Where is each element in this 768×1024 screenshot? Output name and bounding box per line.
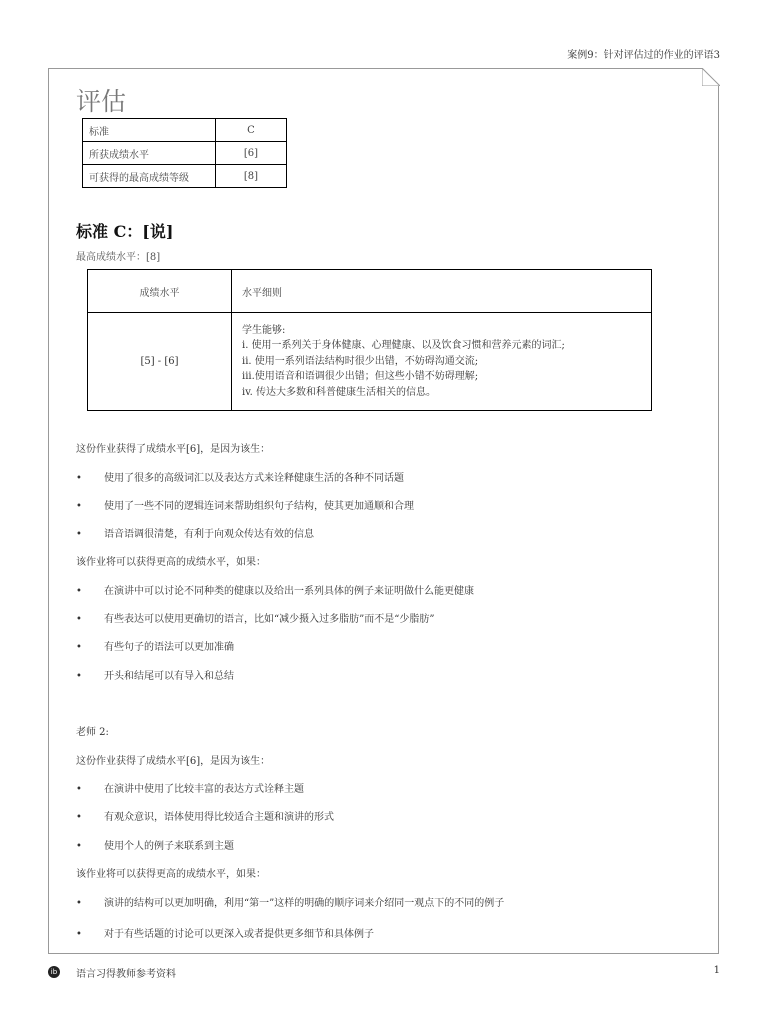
bullet: • — [76, 614, 82, 625]
list-item-text: 使用个人的例子来联系到主题 — [104, 841, 234, 852]
bullet: • — [76, 473, 82, 484]
table-header-cell: 成绩水平 — [88, 270, 232, 313]
list-item — [76, 894, 504, 909]
descriptor-intro: 学生能够: — [242, 324, 286, 336]
bullet: • — [76, 501, 82, 512]
list-item — [76, 582, 474, 597]
list-item-text: 有观众意识，语体使用得比较适合主题和演讲的形式 — [104, 812, 334, 823]
list-item-text: 使用了一些不同的逻辑连词来帮助组织句子结构，使其更加通顺和合理 — [104, 501, 414, 512]
reason-intro: 这份作业获得了成绩水平[6]，是因为该生： — [76, 756, 271, 767]
level-cell: [5] - [6] — [88, 313, 232, 411]
bullet: • — [76, 841, 82, 852]
list-item-text: 在演讲中可以讨论不同种类的健康以及给出一系列具体的例子来证明做什么能更健康 — [104, 586, 474, 597]
table-cell: 所获成绩水平 — [83, 142, 216, 165]
table-cell: 标准 — [83, 119, 216, 142]
list-item-text: 对于有些话题的讨论可以更深入或者提供更多细节和具体例子 — [104, 929, 374, 940]
table-row — [88, 270, 652, 313]
list-item-text: 演讲的结构可以更加明确，利用“第一”这样的明确的顺序词来介绍同一观点下的不同的例子 — [104, 898, 505, 909]
list-item-text: 开头和结尾可以有导入和总结 — [104, 671, 234, 682]
bullet: • — [76, 642, 82, 653]
teacher-label: 老师 2: — [76, 727, 109, 738]
descriptor-item: iii.使用语音和语调很少出错；但这些小错不妨碍理解; — [242, 371, 479, 383]
list-item-text: 语音语调很清楚，有利于向观众传达有效的信息 — [104, 529, 314, 540]
max-level-label: 最高成绩水平：[8] — [76, 252, 161, 263]
improve-intro: 该作业将可以获得更高的成绩水平，如果： — [76, 557, 266, 568]
descriptor-item: ii. 使用一系列语法结构时很少出错，不妨碍沟通交流; — [242, 355, 479, 367]
bullet: • — [76, 812, 82, 823]
list-item-text: 使用了很多的高级词汇以及表达方式来诠释健康生活的各种不同话题 — [104, 473, 404, 484]
table-row — [83, 165, 287, 188]
bullet: • — [76, 898, 82, 909]
list-item — [76, 525, 314, 540]
list-item-text: 在演讲中使用了比较丰富的表达方式诠释主题 — [104, 784, 304, 795]
bullet: • — [76, 586, 82, 597]
table-cell: C — [216, 119, 287, 142]
bullet: • — [76, 671, 82, 682]
list-item — [76, 780, 304, 795]
reason-intro: 这份作业获得了成绩水平[6]，是因为该生： — [76, 444, 271, 455]
improve-intro: 该作业将可以获得更高的成绩水平，如果： — [76, 869, 266, 880]
list-item — [76, 667, 234, 682]
table-row — [88, 313, 652, 411]
panel-right-border — [718, 86, 719, 954]
level-table — [87, 269, 652, 411]
table-row — [83, 142, 287, 165]
page-number: 1 — [713, 965, 720, 976]
list-item — [76, 925, 374, 940]
bullet: • — [76, 784, 82, 795]
list-item-text: 有些表达可以使用更确切的语言，比如“减少摄入过多脂肪”而不是“少脂肪” — [104, 614, 435, 625]
table-cell: [6] — [216, 142, 287, 165]
footer-text: 语言习得教师参考资料 — [76, 969, 176, 980]
table-row — [83, 119, 287, 142]
table-header-cell: 水平细则 — [232, 270, 652, 313]
table-cell: 可获得的最高成绩等级 — [83, 165, 216, 188]
list-item — [76, 808, 334, 823]
list-item — [76, 497, 414, 512]
list-item — [76, 638, 234, 653]
descriptor-item: iv. 传达大多数和科普健康生活相关的信息。 — [242, 386, 437, 398]
list-item-text: 有些句子的语法可以更加准确 — [104, 642, 234, 653]
ib-logo-icon: ib — [48, 966, 60, 978]
page-header: 案例9：针对评估过的作业的评语3 — [567, 50, 720, 61]
list-item — [76, 610, 434, 625]
bullet: • — [76, 929, 82, 940]
summary-table — [82, 118, 287, 188]
descriptor-item: i. 使用一系列关于身体健康、心理健康、以及饮食习惯和营养元素的词汇; — [242, 340, 565, 352]
descriptor-cell — [232, 313, 652, 411]
bullet: • — [76, 529, 82, 540]
list-item — [76, 837, 234, 852]
page-fold-icon — [702, 68, 720, 86]
page-title: 评估 — [76, 87, 127, 116]
list-item — [76, 469, 404, 484]
table-cell: [8] — [216, 165, 287, 188]
criterion-title: 标准 C：[说] — [76, 222, 174, 241]
